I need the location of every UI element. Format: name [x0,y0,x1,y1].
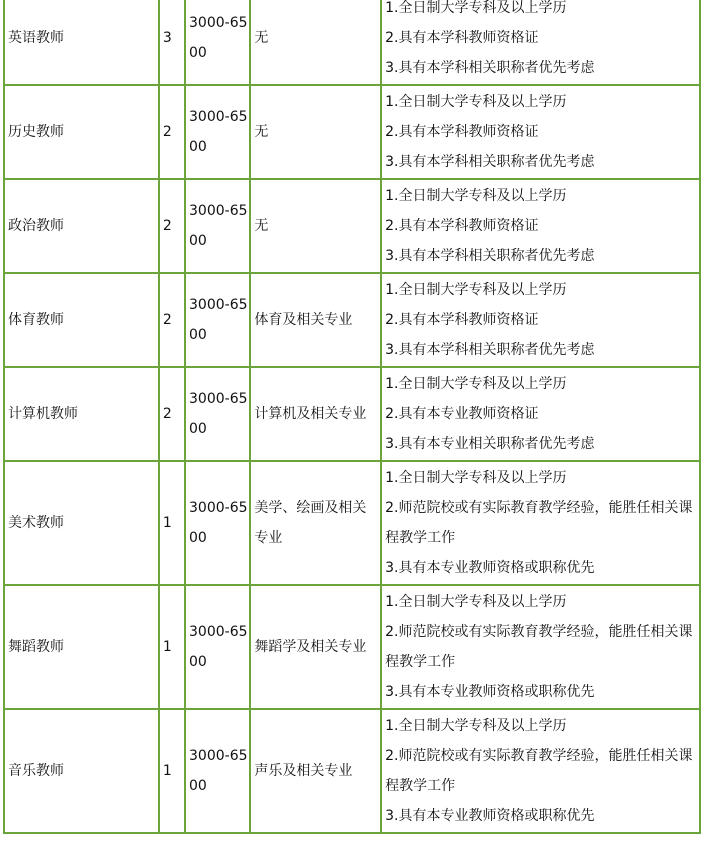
requirements-cell [381,461,700,585]
post-name-cell: 美术教师 [4,461,159,585]
requirements-cell [381,179,700,273]
requirement-line: 3.具有本专业教师资格或职称优先 [385,684,595,700]
table-row [4,179,700,273]
requirement-line: 2.具有本学科教师资格证 [385,218,539,234]
salary-cell: 3000-6500 [185,709,250,833]
requirement-line: 2.师范院校或有实际教育教学经验，能胜任相关课程教学工作 [385,748,693,794]
salary-cell: 3000-6500 [185,461,250,585]
requirement-line: 2.具有本学科教师资格证 [385,124,539,140]
table-row [4,367,700,461]
requirement-line: 3.具有本学科相关职称者优先考虑 [385,248,595,264]
requirement-line: 3.具有本专业教师资格或职称优先 [385,560,595,576]
post-name-cell: 英语教师 [4,0,159,85]
post-name-cell: 政治教师 [4,179,159,273]
headcount-cell: 1 [159,461,185,585]
requirement-line: 3.具有本学科相关职称者优先考虑 [385,154,595,170]
major-cell: 声乐及相关专业 [250,709,381,833]
requirement-line: 2.师范院校或有实际教育教学经验，能胜任相关课程教学工作 [385,500,693,546]
major-cell: 美学、绘画及相关专业 [250,461,381,585]
post-name-cell: 音乐教师 [4,709,159,833]
requirement-line: 1.全日制大学专科及以上学历 [385,470,567,486]
requirements-cell [381,585,700,709]
requirements-cell [381,85,700,179]
post-name-cell: 历史教师 [4,85,159,179]
teacher-recruitment-table [3,0,701,834]
requirements-cell [381,273,700,367]
salary-cell: 3000-6500 [185,179,250,273]
major-cell: 无 [250,179,381,273]
requirement-line: 2.师范院校或有实际教育教学经验，能胜任相关课程教学工作 [385,624,693,670]
requirement-line: 1.全日制大学专科及以上学历 [385,718,567,734]
major-cell: 体育及相关专业 [250,273,381,367]
requirement-line: 1.全日制大学专科及以上学历 [385,188,567,204]
salary-cell: 3000-6500 [185,585,250,709]
headcount-cell: 2 [159,179,185,273]
requirement-line: 3.具有本学科相关职称者优先考虑 [385,342,595,358]
major-cell: 舞蹈学及相关专业 [250,585,381,709]
headcount-cell: 1 [159,709,185,833]
requirement-line: 1.全日制大学专科及以上学历 [385,0,567,16]
headcount-cell: 2 [159,85,185,179]
salary-cell: 3000-6500 [185,0,250,85]
requirements-cell [381,709,700,833]
requirement-line: 1.全日制大学专科及以上学历 [385,94,567,110]
post-name-cell: 体育教师 [4,273,159,367]
requirement-line: 1.全日制大学专科及以上学历 [385,376,567,392]
major-cell: 无 [250,0,381,85]
table-row [4,85,700,179]
salary-cell: 3000-6500 [185,273,250,367]
post-name-cell: 舞蹈教师 [4,585,159,709]
requirement-line: 3.具有本专业教师资格或职称优先 [385,808,595,824]
requirement-line: 1.全日制大学专科及以上学历 [385,282,567,298]
requirement-line: 3.具有本专业相关职称者优先考虑 [385,436,595,452]
post-name-cell: 计算机教师 [4,367,159,461]
headcount-cell: 1 [159,585,185,709]
major-cell: 计算机及相关专业 [250,367,381,461]
headcount-cell: 2 [159,367,185,461]
requirement-line: 2.具有本专业教师资格证 [385,406,539,422]
salary-cell: 3000-6500 [185,367,250,461]
table-row [4,461,700,585]
headcount-cell: 2 [159,273,185,367]
requirements-cell [381,0,700,85]
table-row [4,585,700,709]
requirement-line: 2.具有本学科教师资格证 [385,312,539,328]
requirement-line: 1.全日制大学专科及以上学历 [385,594,567,610]
requirement-line: 2.具有本学科教师资格证 [385,30,539,46]
table-row [4,0,700,85]
major-cell: 无 [250,85,381,179]
headcount-cell: 3 [159,0,185,85]
salary-cell: 3000-6500 [185,85,250,179]
table-row [4,273,700,367]
requirements-cell [381,367,700,461]
table-row [4,709,700,833]
requirement-line: 3.具有本学科相关职称者优先考虑 [385,60,595,76]
